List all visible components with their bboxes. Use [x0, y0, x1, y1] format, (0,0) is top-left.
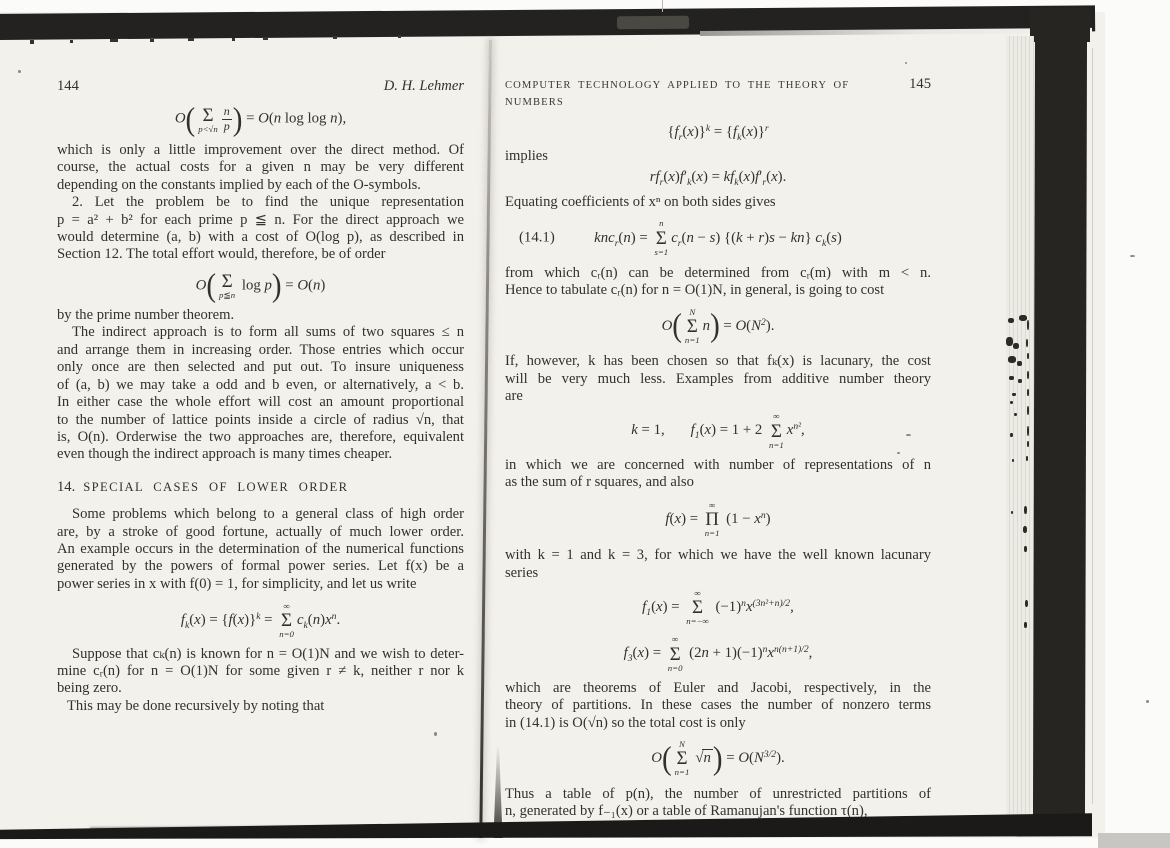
formula-cost-N-squared: O( N Σ n=1 $n) = O(N^2)$. — [661, 306, 775, 345]
section-heading-14 — [57, 479, 464, 496]
page-number-right: 145 — [909, 76, 931, 92]
text-line: n, generated by f₋₁(x) or a table of Ramanujan's function τ(n), — [505, 803, 868, 819]
fore-edge-ink-mark — [1025, 600, 1028, 607]
text-line: of (a, b) we may take a odd and b even, or alternatively, a < b. — [57, 376, 464, 393]
text-line: to the number of lattice points inside a circle of radius √n, that — [57, 411, 464, 428]
paragraph-implies — [505, 148, 931, 165]
text-line: and arrange them in increasing order. Those entries which occur — [57, 341, 464, 358]
text-line: course, the actual costs for a given n may be very different — [57, 159, 464, 176]
scan-speck — [905, 62, 907, 64]
paragraph-prime-number-theorem — [57, 307, 464, 324]
text-line: only once are then selected and put out. To insure uniqueness — [57, 359, 464, 376]
text-line: is, O(n). Orderwise the two approaches are, therefore, equivalent — [57, 428, 464, 445]
text-line: Section 12. The total effort would, therefore, be of order — [57, 246, 386, 263]
left-page — [57, 78, 464, 715]
text-line: generated by the powers of formal power series. Let f(x) be a — [57, 558, 464, 575]
paragraph-from-which — [505, 265, 931, 300]
text-line: implies — [505, 148, 548, 165]
scan-mark — [188, 38, 194, 41]
equation-14-1 — [505, 219, 931, 256]
formula-fk-power-series: $f_k(x) = \{f(x)\}^k$ = ∞ Σ n=0 $c_k(n)x^n$. — [180, 601, 341, 640]
book-right-cover-edge — [1033, 36, 1087, 816]
paragraph-equating — [505, 194, 931, 211]
paragraph-problem-2 — [57, 194, 464, 264]
text-line: 2. Let the problem be to find the unique representation — [72, 194, 464, 211]
text-line: In either case the whole effort will cost an amount proportional — [57, 394, 464, 411]
text-line: theory of partitions. In these cases the number of nonzero terms — [505, 697, 931, 714]
scan-mark — [263, 37, 268, 40]
right-page — [505, 76, 931, 820]
paragraph-euler-jacobi — [505, 680, 931, 732]
fore-edge-ink-mark — [1010, 401, 1013, 404]
page-fore-edge — [1006, 36, 1034, 816]
fore-edge-ink-mark — [1027, 406, 1029, 415]
text-line: depending on the constants implied by each of the O-symbols. — [57, 176, 421, 193]
fore-edge-ink-mark — [1006, 337, 1013, 346]
scan-speck — [1130, 255, 1135, 257]
fore-edge-ink-mark — [1009, 376, 1014, 380]
right-margin-line — [1092, 48, 1093, 804]
paragraph-lacunary — [505, 353, 931, 405]
paragraph-indirect-approach — [57, 324, 464, 463]
text-line: even though the indirect approach is many times cheaper. — [57, 446, 393, 463]
formula-derivative-identity: $rf_r(x)f'_k(x) = kf_k(x)f'_r(x)$. — [649, 168, 787, 188]
scan-speck — [18, 70, 21, 73]
text-line: which is only a little improvement over the direct method. Of — [57, 142, 464, 158]
bottom-right-surface-edge — [1098, 833, 1170, 848]
fore-edge-ink-mark — [1027, 353, 1029, 359]
fore-edge-ink-mark — [1008, 318, 1014, 323]
scan-mark — [70, 40, 73, 43]
fore-edge-ink-mark — [1027, 371, 1029, 379]
text-line: If, however, k has been chosen so that fₖ(x) is lacunary, the cost — [505, 353, 931, 370]
fore-edge-ink-mark — [1013, 343, 1019, 349]
text-line: would determine (a, b) with a cost of O(log p), as described in — [57, 229, 464, 246]
running-head-author: D. H. Lehmer — [383, 78, 464, 94]
running-head-title: COMPUTER TECHNOLOGY APPLIED TO THE THEORY OF NUMBERS — [505, 80, 850, 109]
scan-speck — [434, 732, 437, 736]
text-line: mine cᵣ(n) for n = O(1)N for some given r ≠ k, neither r nor k — [57, 663, 464, 680]
fore-edge-ink-mark — [1026, 339, 1028, 347]
fore-edge-ink-mark — [1008, 356, 1016, 363]
right-page-header — [505, 76, 931, 112]
formula-sum-n-over-p: O( Σ p<√n $\frac{n}{p}$ ) = O(n log log n), — [174, 101, 347, 138]
gutter-top-line — [662, 0, 663, 12]
paragraph-recursive — [57, 698, 464, 715]
text-line: This may be done recursively by noting that — [67, 697, 325, 714]
scan-mark — [150, 39, 154, 42]
equation-number: (14.1) — [519, 229, 555, 246]
text-line: by the prime number theorem. — [57, 307, 235, 324]
section-title: SPECIAL CASES OF LOWER ORDER — [83, 479, 349, 494]
text-line: are — [505, 388, 523, 404]
scan-mark — [110, 39, 118, 42]
text-line: as the sum of r squares, and also — [505, 474, 694, 491]
fore-edge-ink-mark — [1010, 433, 1013, 437]
fore-edge-ink-mark — [1018, 379, 1022, 383]
text-line: are, by a stroke of good fortune, actually of much lower order. — [57, 523, 464, 540]
text-line: in which we are concerned with number of representations of n — [505, 456, 931, 473]
fore-edge-ink-mark — [1024, 506, 1027, 514]
scan-mark — [30, 40, 34, 44]
fore-edge-ink-mark — [1019, 315, 1027, 321]
section-number: 14. — [57, 478, 76, 495]
scan-speck — [906, 434, 911, 436]
text-line: being zero. — [57, 680, 122, 697]
fore-edge-ink-mark — [1014, 413, 1017, 416]
text-line: Hence to tabulate cᵣ(n) for n = O(1)N, in general, is going to cost — [505, 282, 885, 299]
fore-edge-ink-mark — [1024, 622, 1027, 628]
paragraph-some-problems — [57, 506, 464, 593]
scan-speck — [1146, 700, 1149, 703]
formula-frk-identity: $\{f_r(x)\}^k = \{f_k(x)\}^r$ — [667, 122, 769, 143]
fore-edge-ink-mark — [1027, 441, 1029, 447]
scan-mark — [232, 38, 235, 41]
text-line: from which cᵣ(n) can be determined from cᵣ(m) with m < n. — [505, 264, 931, 281]
fore-edge-ink-mark — [1027, 389, 1029, 396]
fore-edge-ink-mark — [1024, 546, 1027, 552]
scan-mark — [333, 36, 337, 39]
paragraph-representations — [505, 457, 931, 492]
fore-edge-ink-mark — [1017, 361, 1022, 366]
text-line: in (14.1) is O(√n) so the total cost is only — [505, 714, 746, 731]
paragraph-suppose-ck — [57, 646, 464, 698]
scan-mark — [398, 35, 401, 38]
paragraph-improvement — [57, 142, 464, 194]
formula-cost-N-three-halves: O( N Σ n=1 $√n) = O(N^{3/2})$. — [651, 739, 785, 778]
text-line: Some problems which belong to a general class of high order — [72, 506, 464, 523]
formula-f3-jacobi: $f_3(x)$ = ∞ Σ n=0 $(2n + 1)(-1)^nx^{n(n+1)/2}$, — [623, 634, 813, 673]
equation-14-1-body: knc$_r$(n) = n Σ s=1 $c_r(n - s) \{(k + r)s - kn\}$ $c_k(s)$ — [594, 218, 842, 257]
text-line: Equating coefficients of xⁿ on both sides gives — [505, 194, 776, 211]
text-line: will be very much less. Examples from additive number theory — [505, 370, 931, 387]
fore-edge-ink-mark — [1011, 511, 1013, 514]
formula-k1-theta-series: k = 1, $f_1(x) = 1 + 2$ ∞ Σ n=1 $x^{n^2}$, — [631, 411, 805, 450]
fore-edge-ink-mark — [1012, 459, 1014, 462]
paragraph-partitions-ramanujan — [505, 786, 931, 821]
formula-euler-product: f(x) = ∞ Π n=1 $(1 - x^n)$ — [665, 499, 771, 538]
fore-edge-ink-mark — [1012, 393, 1016, 396]
text-line: Suppose that cₖ(n) is known for n = O(1)N and we wish to deter- — [72, 645, 464, 662]
text-line: The indirect approach is to form all sums of two squares ≤ n — [72, 324, 464, 341]
text-line: An example occurs in the determination of the numerical functions — [57, 540, 464, 557]
left-page-header — [57, 78, 464, 95]
top-edge-clip — [617, 16, 689, 30]
fore-edge-ink-mark — [1027, 320, 1029, 330]
paragraph-with-k — [505, 547, 931, 582]
fore-edge-ink-mark — [1023, 526, 1027, 533]
text-line: Thus a table of p(n), the number of unrestricted partitions of — [505, 785, 931, 802]
formula-f1-euler: $f_1(x)$ = ∞ Σ n=−∞ $(-1)^nx^{(3n^2+n)/2}$, — [642, 587, 794, 627]
page-number-left: 144 — [57, 78, 79, 94]
text-line: p = a² + b² for each prime p ≦ n. For the direct approach we — [57, 211, 464, 228]
text-line: with k = 1 and k = 3, for which we have the well known lacunary — [505, 547, 931, 564]
text-line: which are theorems of Euler and Jacobi, respectively, in the — [505, 679, 931, 696]
fore-edge-ink-mark — [1026, 456, 1028, 461]
text-line: power series in x with f(0) = 1, for simplicity, and let us write — [57, 575, 417, 592]
fore-edge-ink-mark — [1027, 426, 1029, 436]
formula-sum-log-p: O( Σ p≦n log p) = O(n) — [195, 268, 326, 304]
scan-speck — [897, 452, 900, 454]
text-line: series — [505, 564, 539, 581]
